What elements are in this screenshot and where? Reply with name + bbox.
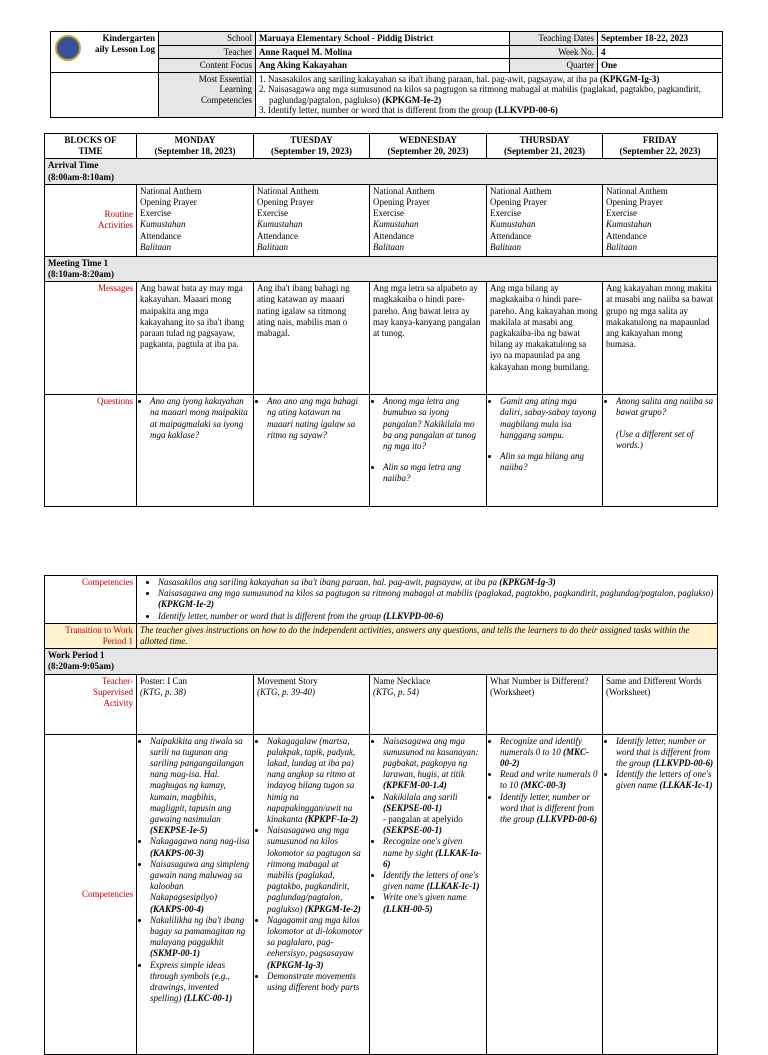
day-header-tuesday: TUESDAY (September 19, 2023) [254, 134, 370, 159]
routine-monday: National Anthem Opening Prayer Exercise Kumustahan Attendance Balitaan [137, 184, 254, 256]
school-value: Maruaya Elementary School - Piddig District [256, 32, 510, 46]
message-tuesday: Ang iba't ibang bahagi ng ating katawan ay maaari nating igalaw sa ritmong ating nais, mabilis man o mabagal. [254, 282, 370, 395]
day-header-wednesday: WEDNESDAY (September 20, 2023) [370, 134, 487, 159]
tsa-label: Teacher- Supervised Activity [45, 674, 137, 734]
lesson-table-page1 [44, 133, 718, 507]
routine-tuesday: National Anthem Opening Prayer Exercise Kumustahan Attendance Balitaan [254, 184, 370, 256]
activity-wednesday: Name Necklace (KTG, p. 54) [370, 674, 487, 734]
mel-item-3: 3. Identify letter, number or word that is different from the group (LLKVPD-00-6) [259, 105, 558, 115]
header-title-line2: aily Lesson Log [94, 43, 155, 54]
competencies-wednesday: • Naisasagawa ang mga sumusunod na kasanayan: pagbakat, pagkopya ng larawan, hugis, at titik (KPKFM-00-1.4) • Nakikilala ang sarili (SEKPSE-00-1) - pangalan at apelyido (SEKPSE-00-1) • Recognize one's given name by sight (LLKAK-Ia-6) • Identify the letters of one's given name (LLKAK-Ic-1) • Write one's given name (LLKH-00-5) [370, 734, 487, 1054]
quarter-label: Quarter [510, 59, 598, 73]
question-friday: • Anong salita ang naiiba sa bawat grupo? (Use a different set of words.) [603, 395, 718, 507]
message-friday: Ang kakayahan mong makita at masabi ang naiiba sa bawat grupo ng mga salita ay makakatulong na mapaunlad ang kakayahan mong bumasa. [603, 282, 718, 395]
lesson-table-page2 [44, 575, 718, 1055]
activity-monday: Poster: I Can (KTG, p. 38) [137, 674, 254, 734]
competencies-tuesday: • Nakagagalaw (martsa, palakpak, tapik, padyak, lakad, lundag at iba pa) nang angkop sa ritmo at indayog bilang tugon sa himig na napapakinggan/awit na kinakanta (KPKPF-Ia-2) • Naisasagawa ang mga sumusunod na kilos lokomotor sa pagtugon sa ritmong mabagal at mabilis (paglakad, pagtakbo, pagkandirit, paglundag/pagtalon, paglukso) (KPKGM-Ie-2) • Nagagamit ang mga kilos lokomotor at di-lokomotor sa paglalaro, pag-eehersisyo, pagsasayaw (KPKGM-Ig-3) • Demonstrate movements using different body parts [254, 734, 370, 1054]
message-thursday: Ang mga bilang ay magkakaiba o hindi pare-pareho. Ang kakayahan mong makilala at masabi ang pagkakaiba-iba ng bawat bilang ay makakatulong sa iyo na mapaunlad pa ang kakayahan mong bumilang. [487, 282, 603, 395]
question-note: (Use a different set of words.) [616, 428, 694, 450]
arrival-time-row: Arrival Time (8:00am-8:10am) [45, 159, 718, 184]
message-monday: Ang bawat bata ay may mga kakayahan. Maaari mong maipakita ang mga kakayahang ito sa iba't ibang paraan tulad ng pagsayaw, pagkanta, pagtula at iba pa. [137, 282, 254, 395]
header-table [50, 31, 723, 118]
day-header-monday: MONDAY (September 18, 2023) [137, 134, 254, 159]
mel-label: Most Essential Learning Competencies [159, 72, 256, 117]
competencies-summary-label: Competencies [45, 576, 137, 624]
comp-summary-3: • Identify letter, number or word that is different from the group (LLKVPD-00-6) [158, 611, 714, 622]
message-wednesday: Ang mga letra sa alpabeto ay magkakaiba o hindi pare-pareho. Ang bawat letra ay may kanya-kanyang pangalan at tunog. [370, 282, 487, 395]
competencies-thursday: • Recognize and identify numerals 0 to 10 (MKC-00-2) • Read and write numerals 0 to 10 (MKC-00-3) • Identify letter, number or word that is different from the group (LLKVPD-00-6) [487, 734, 603, 1054]
question-wednesday: • Anong mga letra ang bumubuo sa iyong pangalan? Nakikilala mo ba ang pangalan at tunog ng mga ito? • Alin sa mga letra ang naiiba? [370, 395, 487, 507]
question-monday: • Ano ang iyong kakayahan na maaari mong maipakita at maipagmalaki sa iyong mga kaklase? [137, 395, 254, 507]
competencies-friday: • Identify letter, number or word that is different from the group (LLKVPD-00-6) • Identify the letters of one's given name (LLKAK-Ic-1) [603, 734, 718, 1054]
routine-friday: National Anthem Opening Prayer Exercise Kumustahan Attendance Balitaan [603, 184, 718, 256]
transition-text: The teacher gives instructions on how to do the independent activities, answers any questions, and tells the learners to do their assigned tasks within the allotted time. [137, 623, 718, 648]
competencies-label: Competencies [45, 734, 137, 1054]
questions-label: Questions [45, 395, 137, 507]
activity-tuesday: Movement Story (KTG, p. 39-40) [254, 674, 370, 734]
transition-label: Transition to Work Period 1 [45, 623, 137, 648]
messages-label: Messages [45, 282, 137, 395]
content-focus-label: Content Focus [159, 59, 256, 73]
header-title-cell [51, 32, 159, 73]
day-header-thursday: THURSDAY (September 21, 2023) [487, 134, 603, 159]
teaching-dates-label: Teaching Dates [510, 32, 598, 46]
blocks-of-time-header: BLOCKS OF TIME [45, 134, 137, 159]
content-focus-value: Ang Aking Kakayahan [256, 59, 510, 73]
quarter-value: One [598, 59, 723, 73]
mel-item-1: 1. Nasasakilos ang sariling kakayahan sa iba't ibang paraan, hal. pag-awit, pagsayaw, at iba pa (KPKGM-Ig-3) [259, 73, 660, 84]
competencies-monday: • Naipakikita ang tiwala sa sarili na tugunan ang sariling pangangailangan nang mag-isa. Hal. maghugas ng kamay, kumain, magbihis, magligpit, tapusin ang gawaing nasimulan (SEKPSE-Ie-5) • Nakagagawa nang nag-iisa (KAKPS-00-3) • Naisasagawa ang simpleng gawain nang maluwag sa kalooban Nakapagsesipilyo) (KAKPS-00-4) • Nakalilikha ng iba't ibang bagay sa pamamagitan ng malayang paggukhit (SKMP-00-1) • Express simple ideas through symbols (e.g., drawings, invented spelling) (LLKC-00-1) [137, 734, 254, 1054]
day-header-friday: FRIDAY (September 22, 2023) [603, 134, 718, 159]
header-blank-cell [51, 72, 159, 117]
meeting-time-row: Meeting Time 1 (8:10am-8:20am) [45, 256, 718, 281]
activity-thursday: What Number is Different? (Worksheet) [487, 674, 603, 734]
competencies-summary [137, 576, 718, 624]
week-value: 4 [598, 45, 723, 59]
question-thursday: • Gamit ang ating mga daliri, sabay-sabay tayong magbilang mula isa hanggang sampu. • Alin sa mga bilang ang naiiba? [487, 395, 603, 507]
question-tuesday: • Ano ano ang mga bahagi ng ating katawan na maaari nating igalaw sa ritmo ng sayaw? [254, 395, 370, 507]
teacher-label: Teacher [159, 45, 256, 59]
header-title-line1: Kindergarten [102, 33, 155, 43]
routine-wednesday: National Anthem Opening Prayer Exercise Kumustahan Attendance Balitaan [370, 184, 487, 256]
comp-summary-1: • Nasasakilos ang sariling kakayahan sa iba't ibang paraan, hal. pag-awit, pagsayaw, at iba pa (KPKGM-Ig-3) [158, 577, 714, 588]
comp-summary-2: • Naisasagawa ang mga sumusunod na kilos sa pagtugon sa ritmong mabagal at mabilis (paglakad, pagtakbo, pagkandirit, paglundag/pagtalon, paglukso) (KPKGM-Ie-2) [158, 588, 714, 610]
school-label: School [159, 32, 256, 46]
activity-friday: Same and Different Words (Worksheet) [603, 674, 718, 734]
work-period-row: Work Period 1 (8:20am-9:05am) [45, 649, 718, 674]
routine-thursday: National Anthem Opening Prayer Exercise Kumustahan Attendance Balitaan [487, 184, 603, 256]
teaching-dates-value: September 18-22, 2023 [598, 32, 723, 46]
teacher-value: Anne Raquel M. Molina [256, 45, 510, 59]
mel-item-2: 2. Naisasagawa ang mga sumusunod na kilos sa pagtugon sa ritmong mabagal at mabilis (paglakad, pagtakbo, pagkandirit, paglundag/pagtalon, paglukso) (KPKGM-Ie-2) [259, 84, 701, 105]
deped-seal-icon [55, 35, 81, 61]
week-label: Week No. [510, 45, 598, 59]
mel-value [256, 72, 723, 117]
routine-label: Routine Activities [45, 184, 137, 256]
